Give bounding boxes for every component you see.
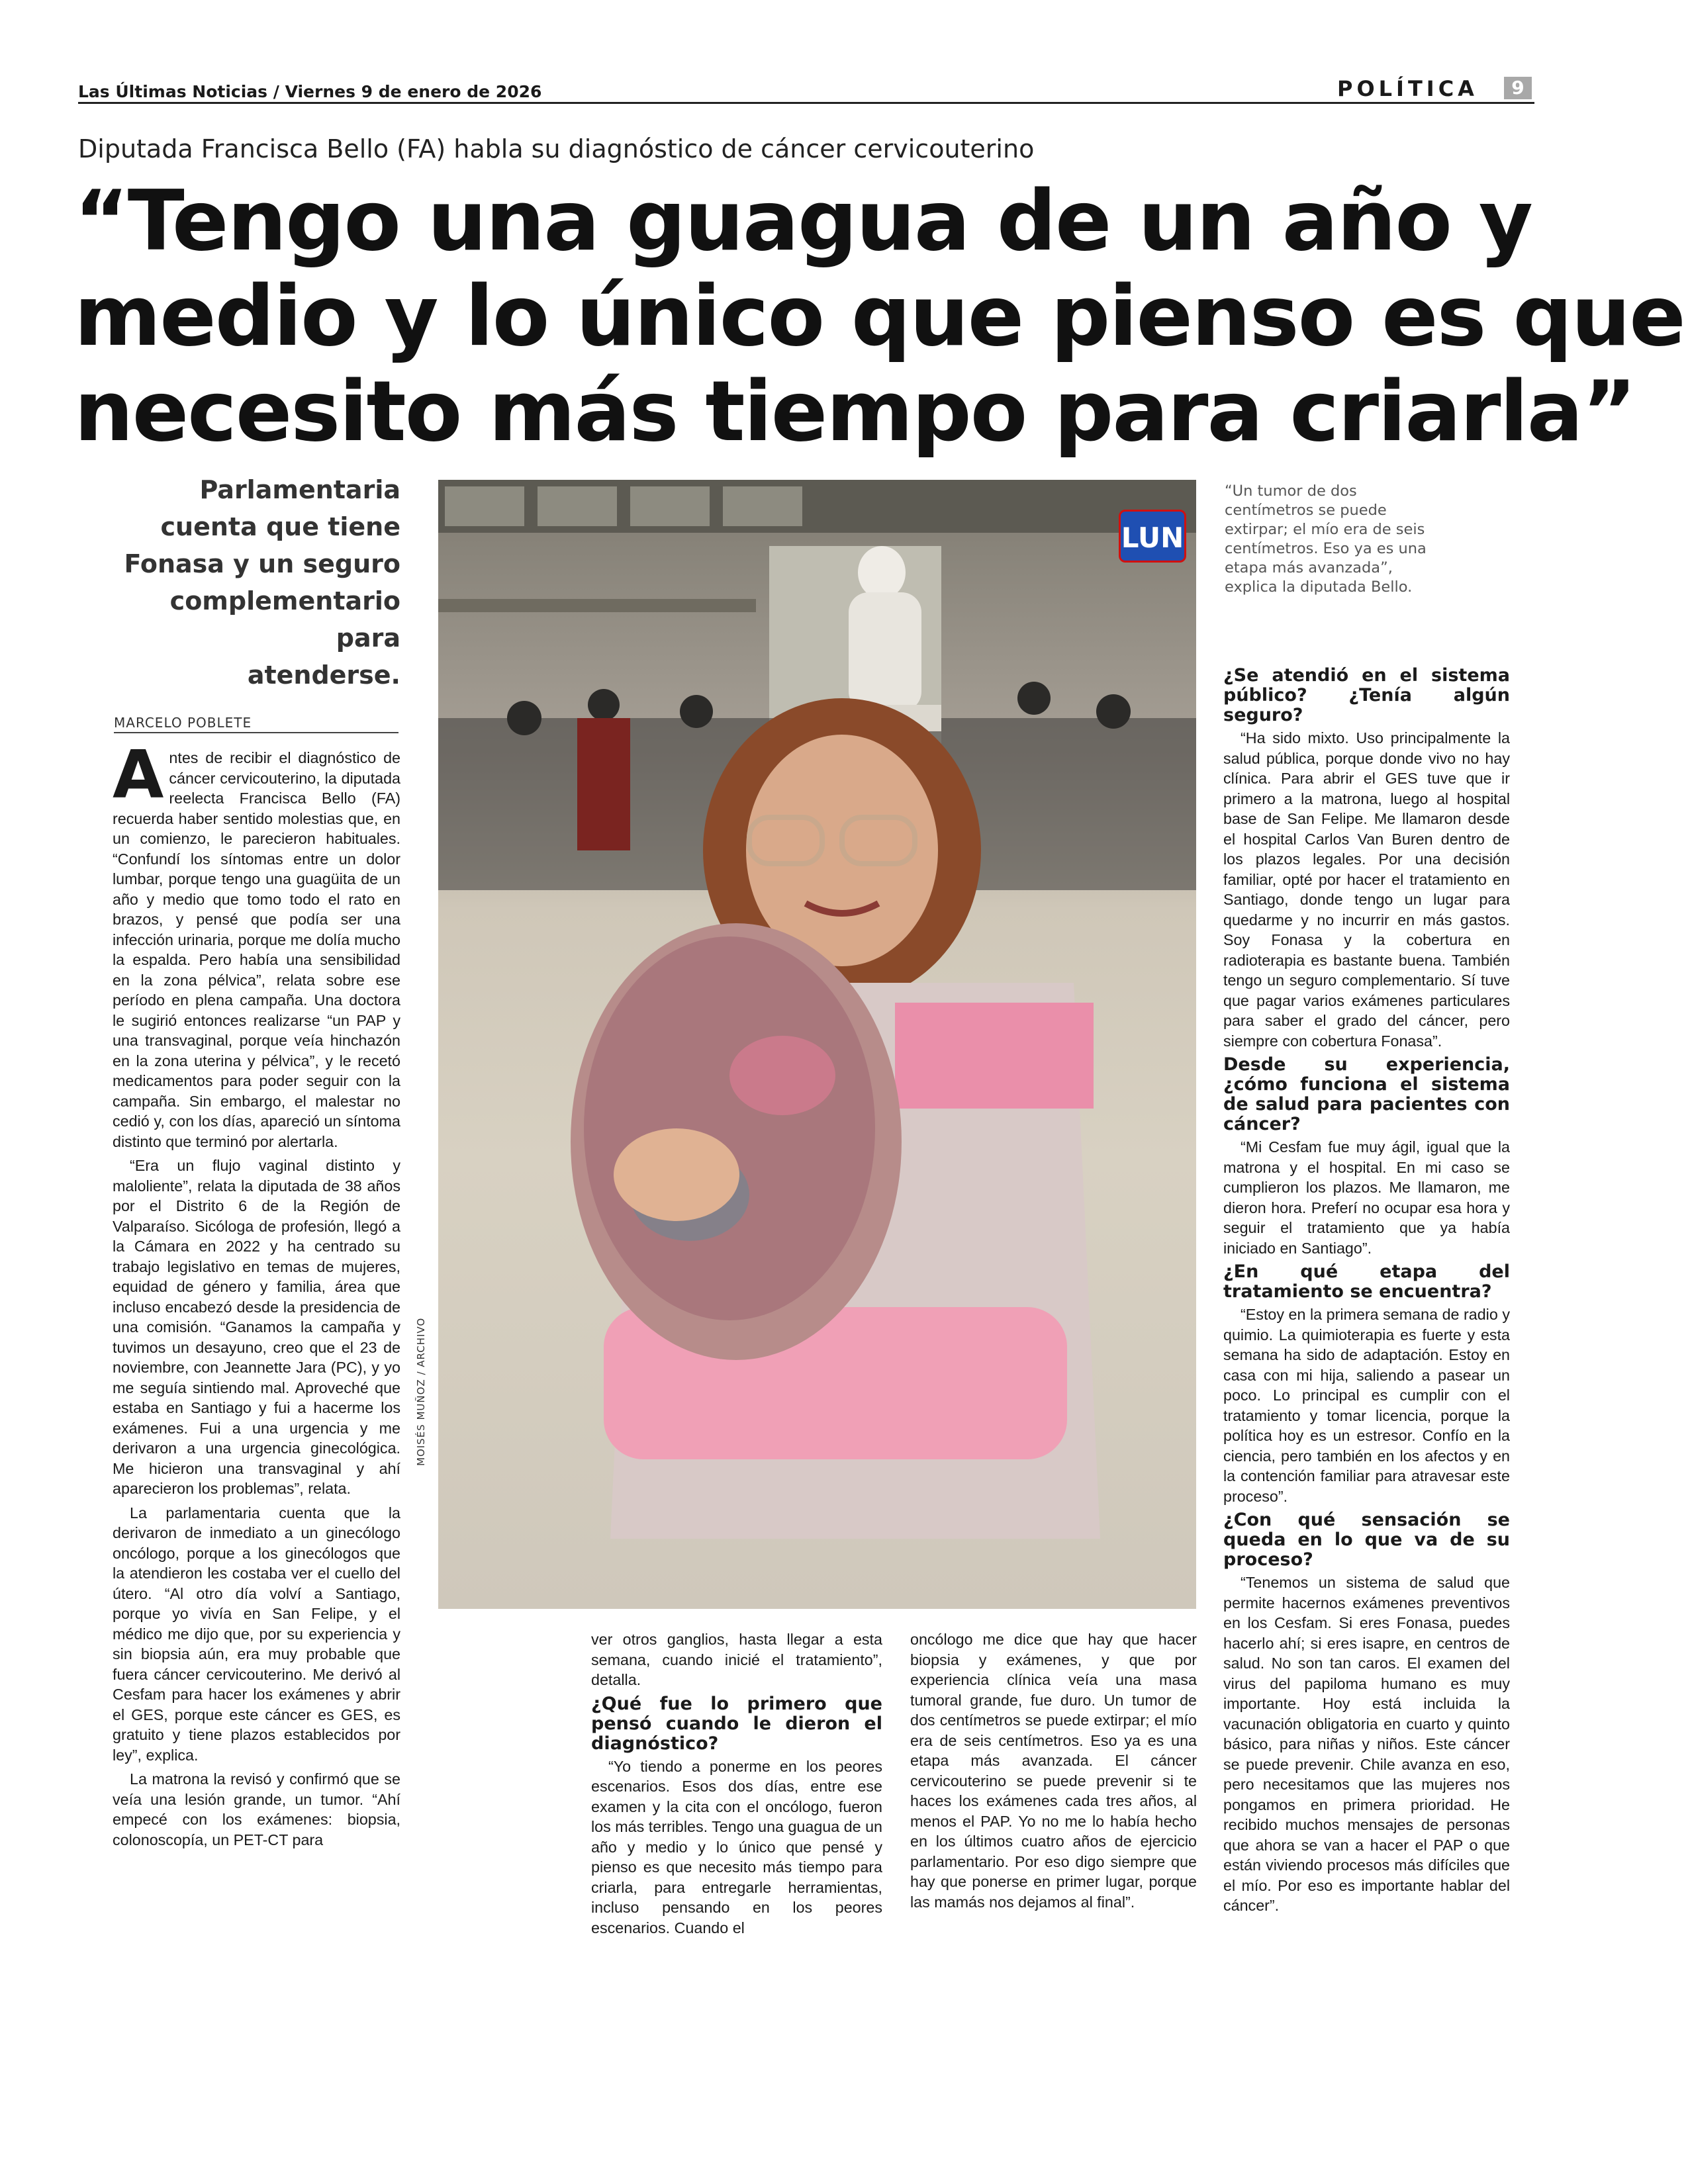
drop-cap: A (113, 736, 164, 813)
deck-line: Parlamentaria (199, 475, 400, 504)
paragraph: “Estoy en la primera semana de radio y quimio. La quimioterapia es fuerte y esta semana ha sido de adaptación. Estoy en casa con mi hija, saliendo a pasear un poco. Lo principal es cumplir con el tratamiento y tomar licencia, porque la política hoy es un estresor. Confío en la ciencia, pero también en los afectos y en la contención familiar para atravesar este proceso”. (1223, 1306, 1510, 1505)
photo-credit: MOISÉS MUÑOZ / ARCHIVO (415, 1317, 427, 1466)
page-number: 9 (1504, 77, 1532, 99)
headline-line: “Tengo una guagua de un año y (74, 172, 1532, 269)
paragraph: oncólogo me dice que hay que hacer biopsia y exámenes, y que por experiencia clínica veía una masa tumoral grande, fue duro. Un tumor de dos centímetros se puede extirpar; el mío era de seis centímetros. Eso ya es una etapa más avanzada. El cáncer cervicouterino se puede prevenir si te haces los exámenes cada tres años, al menos el PAP. Yo no me lo había hecho en los últimos cuatro años de ejercicio parlamentario. Por eso digo siempre que hay que ponerse en primer lugar, porque las mamás nos dejamos al final”. (910, 1631, 1197, 1911)
interview-question: ¿Qué fue lo primero que pensó cuando le dieron el diagnóstico? (591, 1693, 882, 1754)
interview-question: Desde su experiencia, ¿cómo funciona el sistema de salud para pacientes con cáncer? (1223, 1054, 1510, 1134)
headline-line: medio y lo único que pienso es que (74, 267, 1685, 365)
byline-rule (114, 732, 399, 733)
deck-line: atenderse. (247, 660, 400, 690)
paragraph: La matrona la revisó y confirmó que se veía una lesión grande, un tumor. “Ahí empecé con los exámenes: biopsia, colonoscopía, un PET-CT para (113, 1770, 400, 1848)
photo-caption: “Un tumor de dos centímetros se puede extirpar; el mío era de seis centímetros. Eso ya es una etapa más avanzada”, explica la diputada Bello. (1225, 482, 1427, 596)
paragraph: ver otros ganglios, hasta llegar a esta semana, cuando inicié el tratamiento”, detalla. (591, 1631, 882, 1688)
article-column-4 (1223, 662, 1510, 1920)
paragraph: “Tenemos un sistema de salud que permite hacernos exámenes preventivos en los Cesfam. Si eres Fonasa, puedes hacerlo ahí; si eres isapre, en centros de salud. No son tan caros. El examen del virus del papiloma humano es muy importante. Hoy está incluida la vacunación obligatoria en cuarto y quinto básico, para niñas y niños. Este cáncer se puede prevenir. Chile avanza en eso, pero necesitamos que las mujeres nos pongamos en primera prioridad. He recibido muchos mensajes de personas que ahora se van a hacer el PAP o que están viviendo procesos más difíciles que el mío. Por eso es importante hablar del cáncer”. (1223, 1574, 1510, 1914)
section-label: POLÍTICA (1337, 76, 1478, 101)
article-column-2 (591, 1629, 882, 1942)
interview-question: ¿Se atendió en el sistema público? ¿Tenía algún seguro? (1223, 665, 1510, 725)
headline (74, 172, 1685, 460)
deck-line: cuenta que tiene (160, 512, 400, 541)
byline: MARCELO POBLETE (114, 715, 252, 731)
header-rule (78, 102, 1534, 104)
paragraph: “Ha sido mixto. Uso principalmente la salud pública, porque donde vivo no hay clínica. Para abrir el GES tuve que ir primero a la matrona, luego al hospital base de San Felipe. Me llamaron desde el hospital Carlos Van Buren dentro de los plazos legales. Por una decisión familiar, opté por hacer el tratamiento en Santiago, donde tengo un lugar para quedarme y no incurrir en más gastos. Soy Fonasa y la cobertura en radioterapia es bastante buena. También tengo un seguro complementario. Sí tuve que pagar varios exámenes particulares para saber el grado del cáncer, pero siempre con cobertura Fonasa”. (1223, 729, 1510, 1050)
interview-question: ¿En qué etapa del tratamiento se encuentra? (1223, 1261, 1510, 1302)
article-column-1 (113, 736, 400, 1854)
headline-line: necesito más tiempo para criarla” (74, 363, 1636, 460)
lun-logo-badge: LUN (1119, 510, 1186, 563)
deck-line: Fonasa y un seguro (124, 549, 400, 578)
paragraph: La parlamentaria cuenta que la derivaron de inmediato a un ginecólogo oncólogo, porque a los ginecólogos que la atendieron les costaba ver el cuello del útero. “Al otro día volví a Santiago, porque yo vivía en San Felipe, y el médico me dijo que, por su experiencia y sin biopsia aún, era muy probable que fuera cáncer cervicouterino. Me derivó al Cesfam para hacer los exámenes y abrir el GES, porque este cáncer es GES, es gratuito y tiene plazos establecidos por ley”, explica. (113, 1504, 400, 1764)
paragraph: “Mi Cesfam fue muy ágil, igual que la matrona y el hospital. En mi caso se cumplieron los plazos. Me llamaron, me dieron hora. Preferí no ocupar esa hora y seguir el tratamiento que ya había iniciado en Santiago”. (1223, 1138, 1510, 1257)
paragraph (113, 736, 400, 1152)
photo-illustration (438, 480, 1196, 1609)
kicker: Diputada Francisca Bello (FA) habla su diagnóstico de cáncer cervicouterino (78, 134, 1035, 163)
deck-line: complementario para (169, 586, 400, 653)
paragraph: “Era un flujo vaginal distinto y maloliente”, relata la diputada de 38 años por el Distrito 6 de la Región de Valparaíso. Sicóloga de profesión, llegó a la Cámara en 2022 y ha centrado su trabajo legislativo en temas de mujeres, equidad de género y familia, área que incluso encabezó desde la presidencia de una comisión. “Ganamos la campaña y tuvimos un desayuno, creo que el 23 de noviembre, con Jeannette Jara (PC), y yo me seguía sintiendo mal. Aproveché que estaba en Santiago y fui a hacerme los exámenes. Fui a una urgencia y me derivaron a una urgencia ginecológica. Me hicieron una transvaginal y ahí aparecieron los problemas”, relata. (113, 1157, 400, 1497)
interview-question: ¿Con qué sensación se queda en lo que va de su proceso? (1223, 1510, 1510, 1570)
article-column-3 (910, 1629, 1197, 1916)
paragraph: “Yo tiendo a ponerme en los peores escenarios. Esos dos días, entre ese examen y la cita con el oncólogo, fueron los más terribles. Tengo una guagua de un año y medio y lo único que pensé y pienso es que necesito más tiempo para criarla, para entregarle herramientas, incluso pensando en los peores escenarios. Cuando el (591, 1757, 882, 1936)
article-photo (438, 480, 1196, 1609)
masthead: Las Últimas Noticias / Viernes 9 de enero de 2026 (78, 82, 542, 101)
paragraph-text: ntes de recibir el diagnóstico de cáncer cervicouterino, la diputada reelecta Francisca Bello (FA) recuerda haber sentido molestias que, en un comienzo, le parecieron habituales. “Confundí los síntomas entre un dolor lumbar, porque tengo una guagüita de un año y medio que tomo todo el rato en brazos, y pensé que podía ser una infección urinaria, porque me dolía mucho la espalda. Pero había una sensibilidad en la zona pélvica”, relata sobre ese período en plena campaña. Una doctora le sugirió entonces realizarse “un PAP y una transvaginal, porque veía hinchazón en la zona uterina y pélvica”, y le recetó medicamentos para poder seguir con la campaña. Sin embargo, el malestar no cedió y, con los días, apareció un síntoma distinto que terminó por alertarla. (113, 749, 400, 1150)
deck (99, 471, 400, 694)
